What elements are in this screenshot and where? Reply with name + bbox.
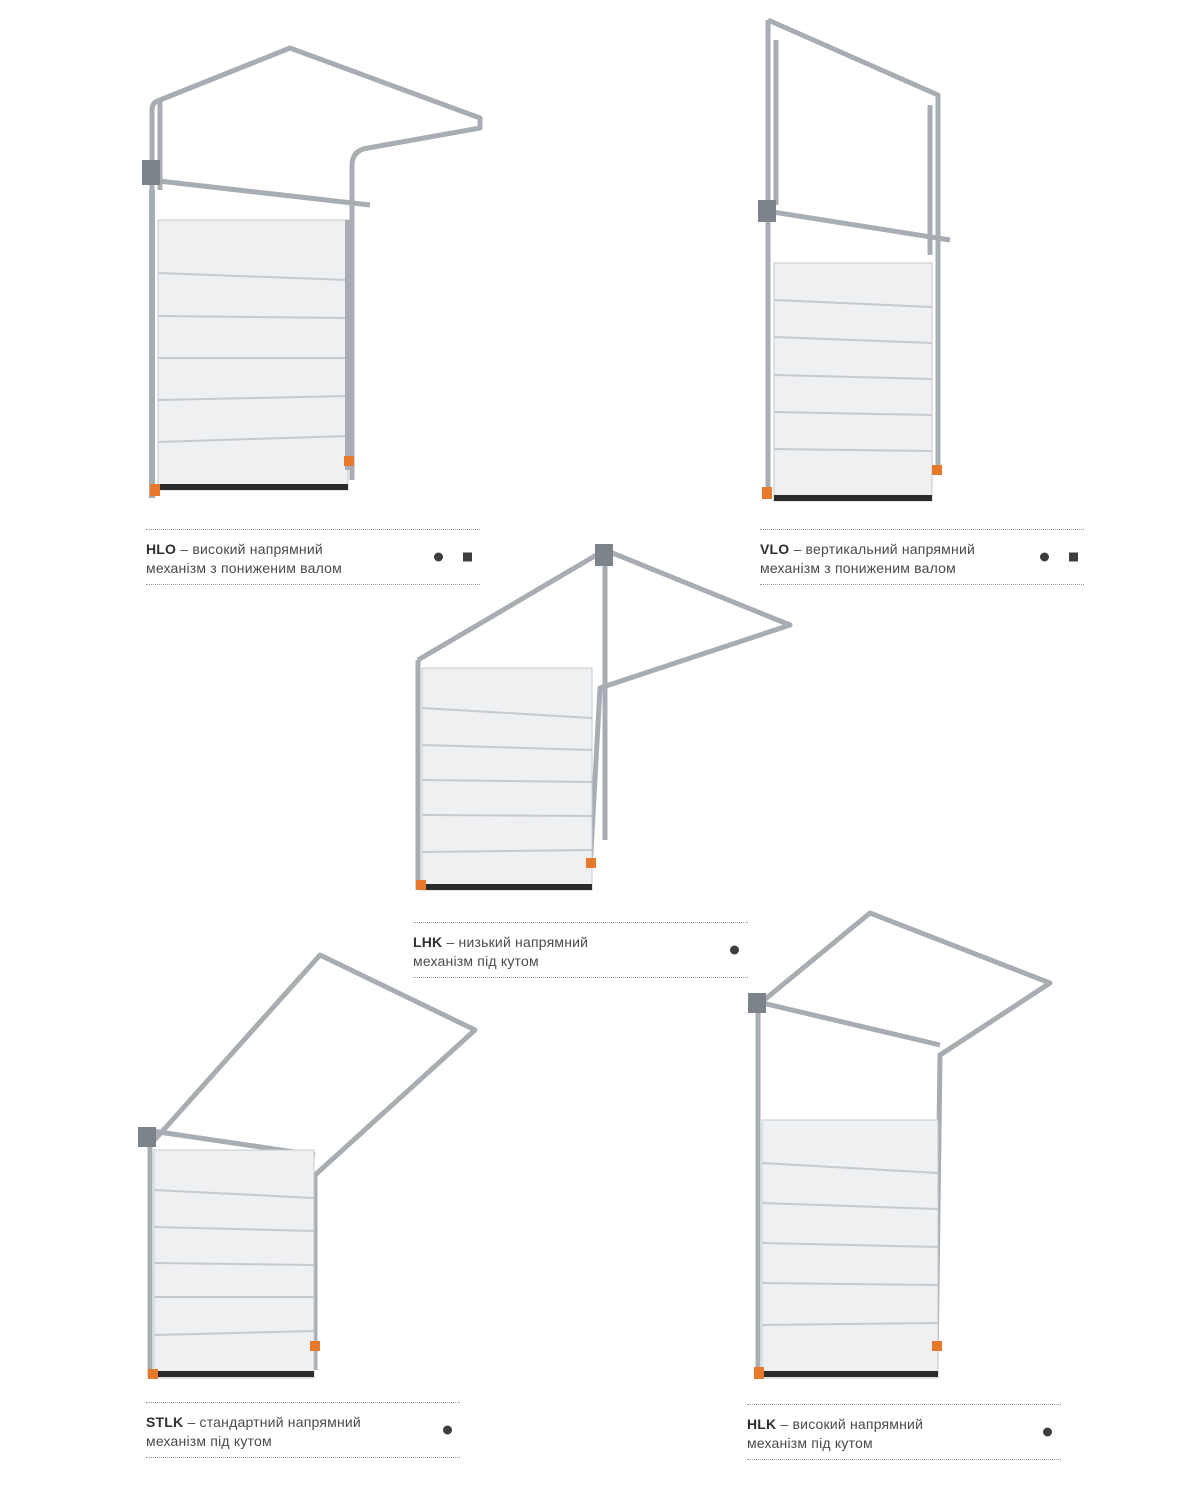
caption-line1: – високий напрямний bbox=[176, 541, 323, 557]
circle-marker-icon bbox=[730, 946, 739, 955]
product-code: STLK bbox=[146, 1414, 184, 1430]
caption-line1: – вертикальний напрямний bbox=[789, 541, 975, 557]
circle-marker-icon bbox=[434, 553, 443, 562]
caption-text bbox=[760, 540, 975, 578]
hlo-door-illustration bbox=[130, 40, 500, 510]
caption-line1: – високий напрямний bbox=[776, 1416, 924, 1432]
caption-lhk bbox=[413, 922, 748, 978]
hlk-door-illustration bbox=[740, 905, 1060, 1385]
stlk-door-illustration bbox=[130, 945, 490, 1385]
vlo-door-illustration bbox=[750, 15, 970, 505]
caption-hlk bbox=[747, 1404, 1061, 1460]
markers bbox=[1040, 553, 1078, 562]
square-marker-icon bbox=[463, 553, 472, 562]
markers bbox=[443, 1426, 452, 1435]
caption-line2: механізм з пониженим валом bbox=[146, 560, 342, 576]
square-marker-icon bbox=[1069, 553, 1078, 562]
caption-line1: – низький напрямний bbox=[442, 934, 589, 950]
caption-line1: – стандартний напрямний bbox=[183, 1414, 361, 1430]
caption-stlk bbox=[146, 1402, 460, 1458]
circle-marker-icon bbox=[1040, 553, 1049, 562]
caption-text bbox=[747, 1415, 923, 1453]
product-code: LHK bbox=[413, 934, 443, 950]
product-code: HLO bbox=[146, 541, 177, 557]
markers bbox=[434, 553, 472, 562]
product-code: VLO bbox=[760, 541, 790, 557]
product-code: HLK bbox=[747, 1416, 777, 1432]
caption-line2: механізм під кутом bbox=[413, 953, 539, 969]
caption-hlo bbox=[146, 529, 480, 585]
caption-text bbox=[146, 540, 342, 578]
markers bbox=[1043, 1428, 1052, 1437]
caption-text bbox=[413, 933, 588, 971]
markers bbox=[730, 946, 739, 955]
caption-line2: механізм під кутом bbox=[747, 1435, 873, 1451]
caption-vlo bbox=[760, 529, 1084, 585]
circle-marker-icon bbox=[1043, 1428, 1052, 1437]
caption-line2: механізм з пониженим валом bbox=[760, 560, 956, 576]
circle-marker-icon bbox=[443, 1426, 452, 1435]
caption-line2: механізм під кутом bbox=[146, 1433, 272, 1449]
caption-text bbox=[146, 1413, 361, 1451]
lhk-door-illustration bbox=[400, 540, 800, 900]
